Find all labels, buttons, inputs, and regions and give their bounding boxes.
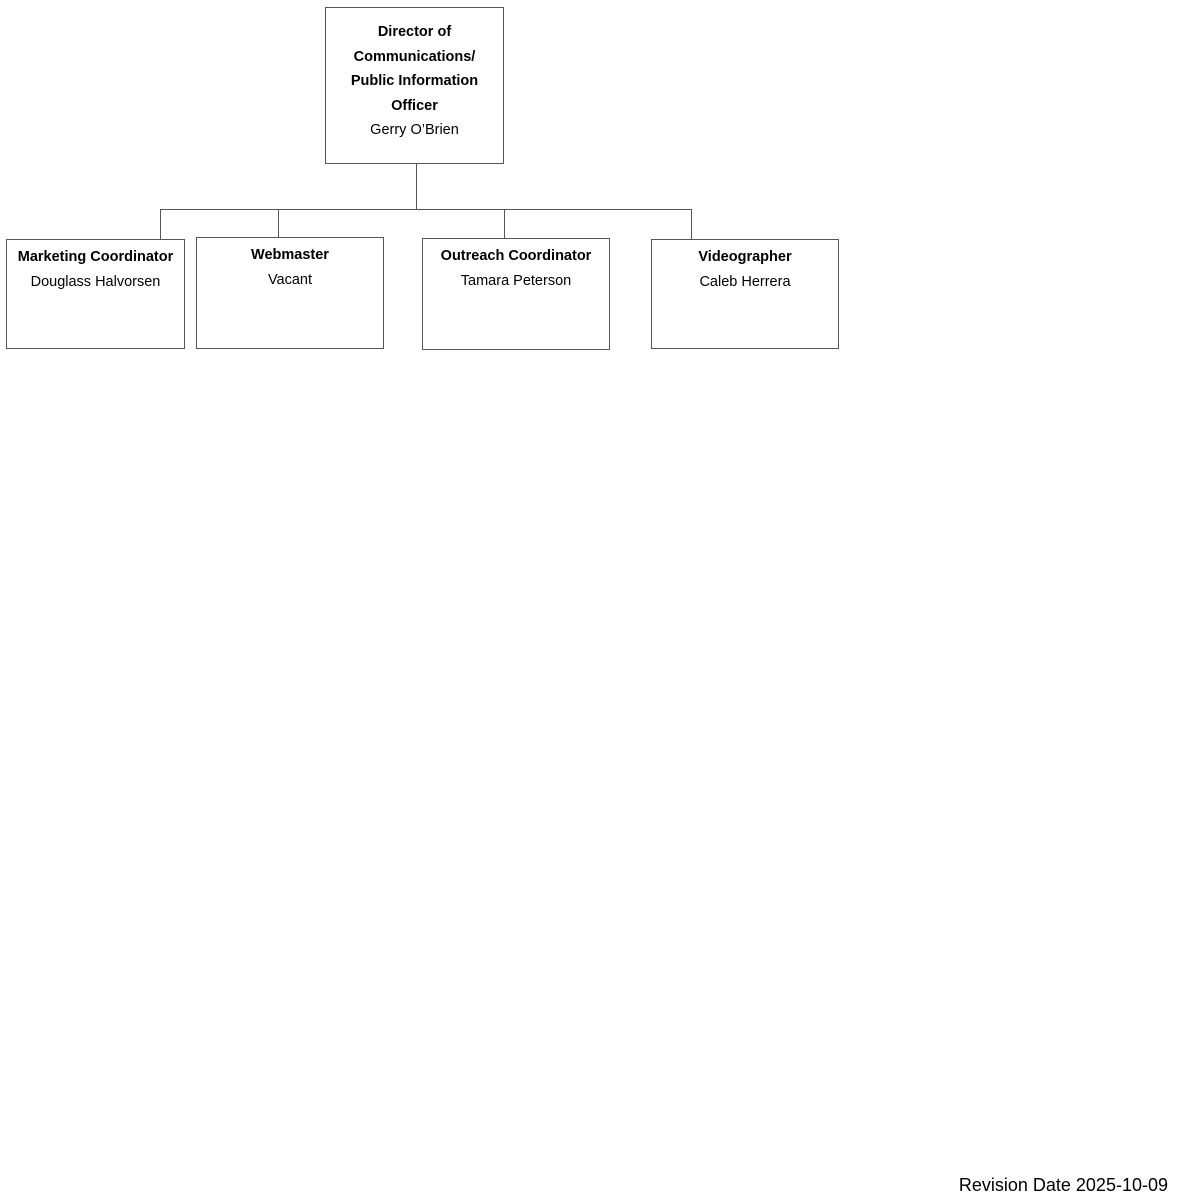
org-box-marketing-coordinator [6, 239, 185, 349]
org-box-outreach-coordinator [422, 238, 610, 350]
connector-webmaster [278, 209, 279, 237]
person-name: Gerry O’Brien [370, 122, 459, 138]
connector-outreach [504, 209, 505, 238]
connector-marketing [160, 209, 161, 239]
person-name: Tamara Peterson [460, 272, 572, 289]
org-box-director [325, 7, 504, 164]
person-name: Caleb Herrera [699, 273, 791, 290]
revision-date: Revision Date 2025-10-09 [958, 1175, 1168, 1195]
org-box-webmaster [196, 237, 384, 349]
connector-director-down [416, 164, 417, 209]
connector-videographer [691, 209, 692, 239]
org-box-videographer [651, 239, 839, 349]
position-title: Videographer [698, 249, 792, 265]
position-title: Webmaster [251, 247, 329, 263]
person-name: Vacant [267, 271, 313, 288]
person-name: Douglass Halvorsen [30, 273, 161, 290]
connector-horizontal [160, 209, 692, 210]
position-title: Director of Communications/ Public Information Officer [350, 24, 479, 114]
position-title: Outreach Coordinator [440, 248, 592, 264]
position-title: Marketing Coordinator [17, 249, 174, 265]
